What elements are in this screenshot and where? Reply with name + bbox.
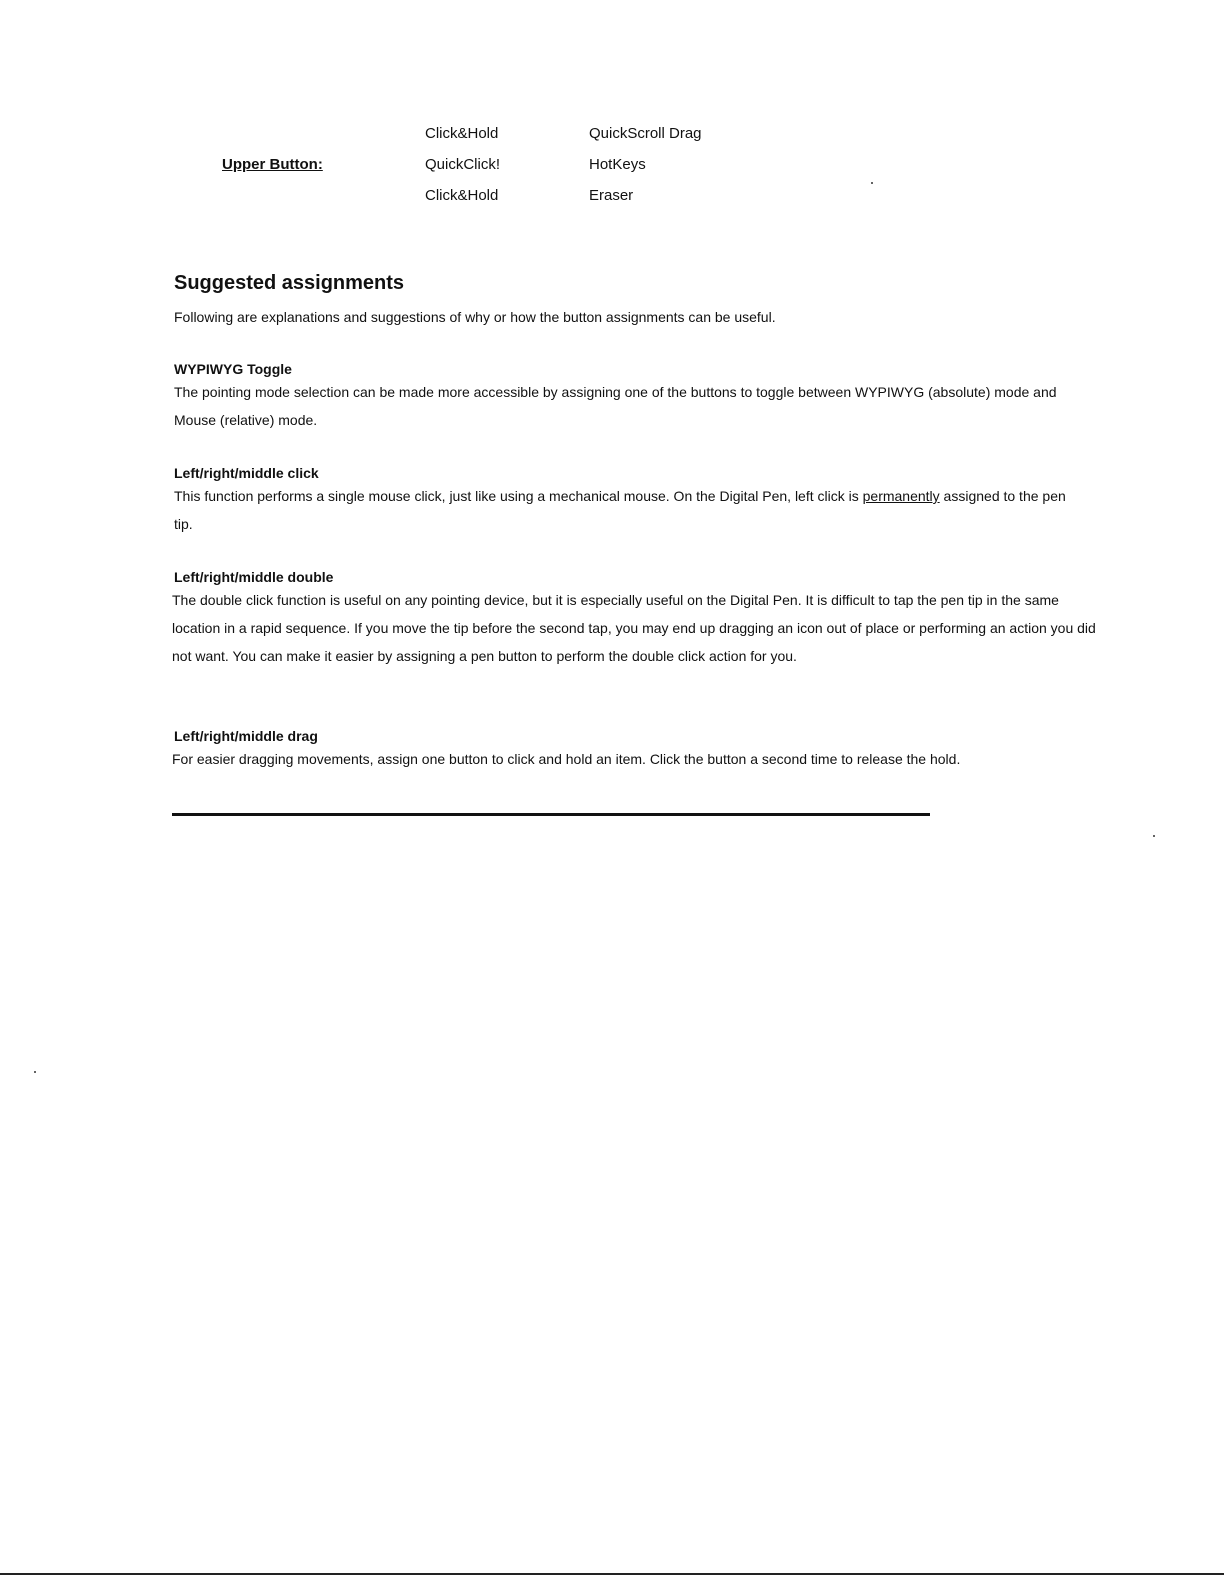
item-text-click-before: This function performs a single mouse click, just like using a mechanical mouse. On the Digital Pen, left click is [174,488,863,504]
item-title-click: Left/right/middle click [174,465,319,481]
table-row-1-function: QuickScroll Drag [589,125,702,142]
item-title-wypiwyg-toggle: WYPIWYG Toggle [174,361,292,377]
item-text-click-emphasis: permanently [862,488,940,504]
scan-speck [871,182,873,184]
section-divider [172,813,930,816]
section-intro: Following are explanations and suggestions of why or how the button assignments can be useful. [174,309,776,325]
scan-speck [1153,835,1155,837]
table-row-3-action: Click&Hold [425,187,499,204]
item-title-double: Left/right/middle double [174,569,334,585]
item-text-double: The double click function is useful on any pointing device, but it is especially useful on the Digital Pen. It is difficult to tap the pen tip in the same location in a rapid sequence. If you move the tip before the second tap, you may end up dragging an icon out of place or performing an action you did not want. You can make it easier by assigning a pen button to perform the double click action for you. [172,592,1096,664]
item-text-drag: For easier dragging movements, assign one button to click and hold an item. Click the button a second time to release the hold. [172,751,961,767]
section-title: Suggested assignments [174,272,405,294]
item-text-wypiwyg-toggle: The pointing mode selection can be made more accessible by assigning one of the buttons to toggle between WYPIWYG (absolute) mode and Mouse (relative) mode. [174,384,1057,428]
scan-speck [34,1071,36,1073]
table-row-3-function: Eraser [589,187,634,204]
table-row-1-action: Click&Hold [425,125,499,142]
upper-button-label: Upper Button: [222,156,323,173]
table-row-2-action: QuickClick! [425,156,501,173]
table-row-2-function: HotKeys [589,156,646,173]
item-text-click [174,482,1074,538]
page-bottom-border [0,1573,1224,1575]
item-text-click-after: assigned to the pen tip. [174,488,1066,532]
item-title-drag: Left/right/middle drag [174,728,318,744]
